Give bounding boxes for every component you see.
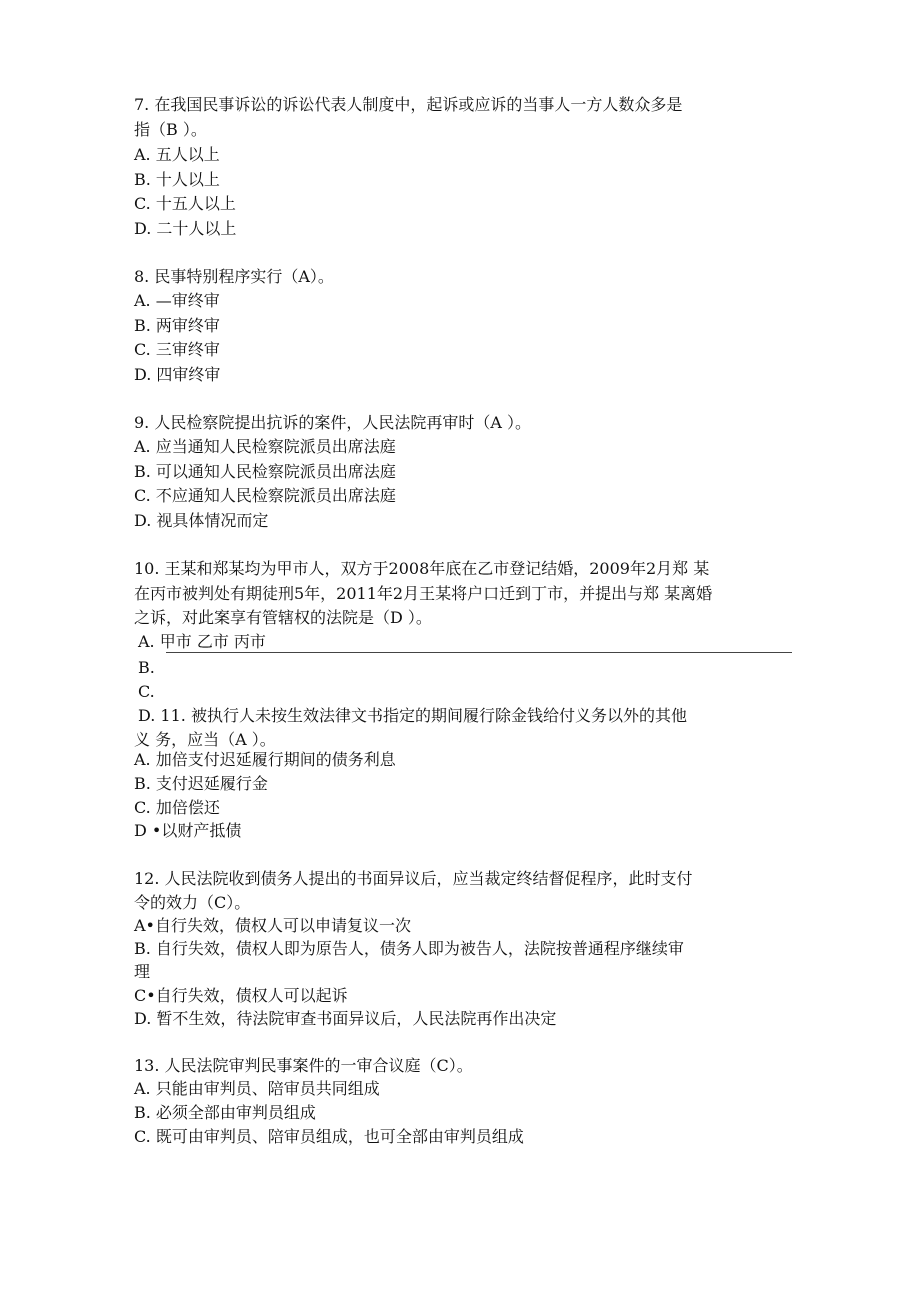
q9-option-a: A. 应当通知人民检察院派员出席法庭 xyxy=(134,437,396,456)
q10-option-d-q11-stem: D. 11. 被执行人未按生效法律文书指定的期间履行除金钱给付义务以外的其他 xyxy=(138,706,687,725)
q8-option-a: A. —审终审 xyxy=(134,291,220,310)
q10-option-c: C. xyxy=(138,682,155,701)
q8-stem: 8. 民事特别程序实行（A）。 xyxy=(134,267,334,286)
q7-option-d: D. 二十人以上 xyxy=(134,219,237,238)
q13-option-a: A. 只能由审判员、陪审员共同组成 xyxy=(134,1079,380,1098)
q10-stem-line3: 之诉，对此案享有管辖权的法院是（D ）。 xyxy=(134,608,432,627)
q13-option-c: C. 既可由审判员、陪审员组成，也可全部由审判员组成 xyxy=(134,1127,524,1146)
q10-option-divider xyxy=(166,652,792,653)
q12-option-d: D. 暂不生效，待法院审查书面异议后，人民法院再作出决定 xyxy=(134,1009,557,1028)
q7-option-a: A. 五人以上 xyxy=(134,145,220,164)
q7-option-c: C. 十五人以上 xyxy=(134,194,236,213)
q8-option-d: D. 四审终审 xyxy=(134,365,221,384)
q11-option-b: B. 支付迟延履行金 xyxy=(134,774,268,793)
q11-option-d: D •以财产抵债 xyxy=(134,821,242,840)
q12-option-a: A•自行失效，债权人可以申请复议一次 xyxy=(134,916,411,935)
q8-option-b: B. 两审终审 xyxy=(134,316,220,335)
q10-option-b: B. xyxy=(138,658,155,677)
q9-option-d: D. 视具体情况而定 xyxy=(134,511,269,530)
q9-stem: 9. 人民检察院提出抗诉的案件，人民法院再审时（A ）。 xyxy=(134,413,531,432)
q12-stem-line2: 令的效力（C）。 xyxy=(134,893,251,912)
q11-option-a: A. 加倍支付迟延履行期间的债务利息 xyxy=(134,750,396,769)
q10-option-a: A. 甲市 乙市 丙市 xyxy=(138,632,266,651)
q9-option-c: C. 不应通知人民检察院派员出席法庭 xyxy=(134,486,396,505)
q10-stem-line1: 10. 王某和郑某均为甲市人，双方于2008年底在乙市登记结婚，2009年2月郑 某 xyxy=(134,559,710,578)
q12-option-b-line1: B. 自行失效，债权人即为原告人，债务人即为被告人，法院按普通程序继续审 xyxy=(134,939,684,958)
q12-stem-line1: 12. 人民法院收到债务人提出的书面异议后，应当裁定终结督促程序，此时支付 xyxy=(134,869,693,888)
q9-option-b: B. 可以通知人民检察院派员出席法庭 xyxy=(134,462,396,481)
q12-option-b-line2: 理 xyxy=(134,962,151,981)
q11-option-c: C. 加倍偿还 xyxy=(134,798,220,817)
q13-stem: 13. 人民法院审判民事案件的一审合议庭（C）。 xyxy=(134,1056,473,1075)
q10-stem-line2: 在丙市被判处有期徒刑5年，2011年2月王某将户口迁到丁市，并提出与郑 某离婚 xyxy=(134,584,713,603)
q13-option-b: B. 必须全部由审判员组成 xyxy=(134,1103,316,1122)
q7-stem-line2: 指（B ）。 xyxy=(134,120,207,139)
q12-option-c: C•自行失效，债权人可以起诉 xyxy=(134,986,348,1005)
q7-option-b: B. 十人以上 xyxy=(134,170,220,189)
q11-stem-line2: 义 务，应当（A ）。 xyxy=(134,730,276,749)
q7-stem-line1: 7. 在我国民事诉讼的诉讼代表人制度中，起诉或应诉的当事人一方人数众多是 xyxy=(134,95,683,114)
q8-option-c: C. 三审终审 xyxy=(134,340,220,359)
